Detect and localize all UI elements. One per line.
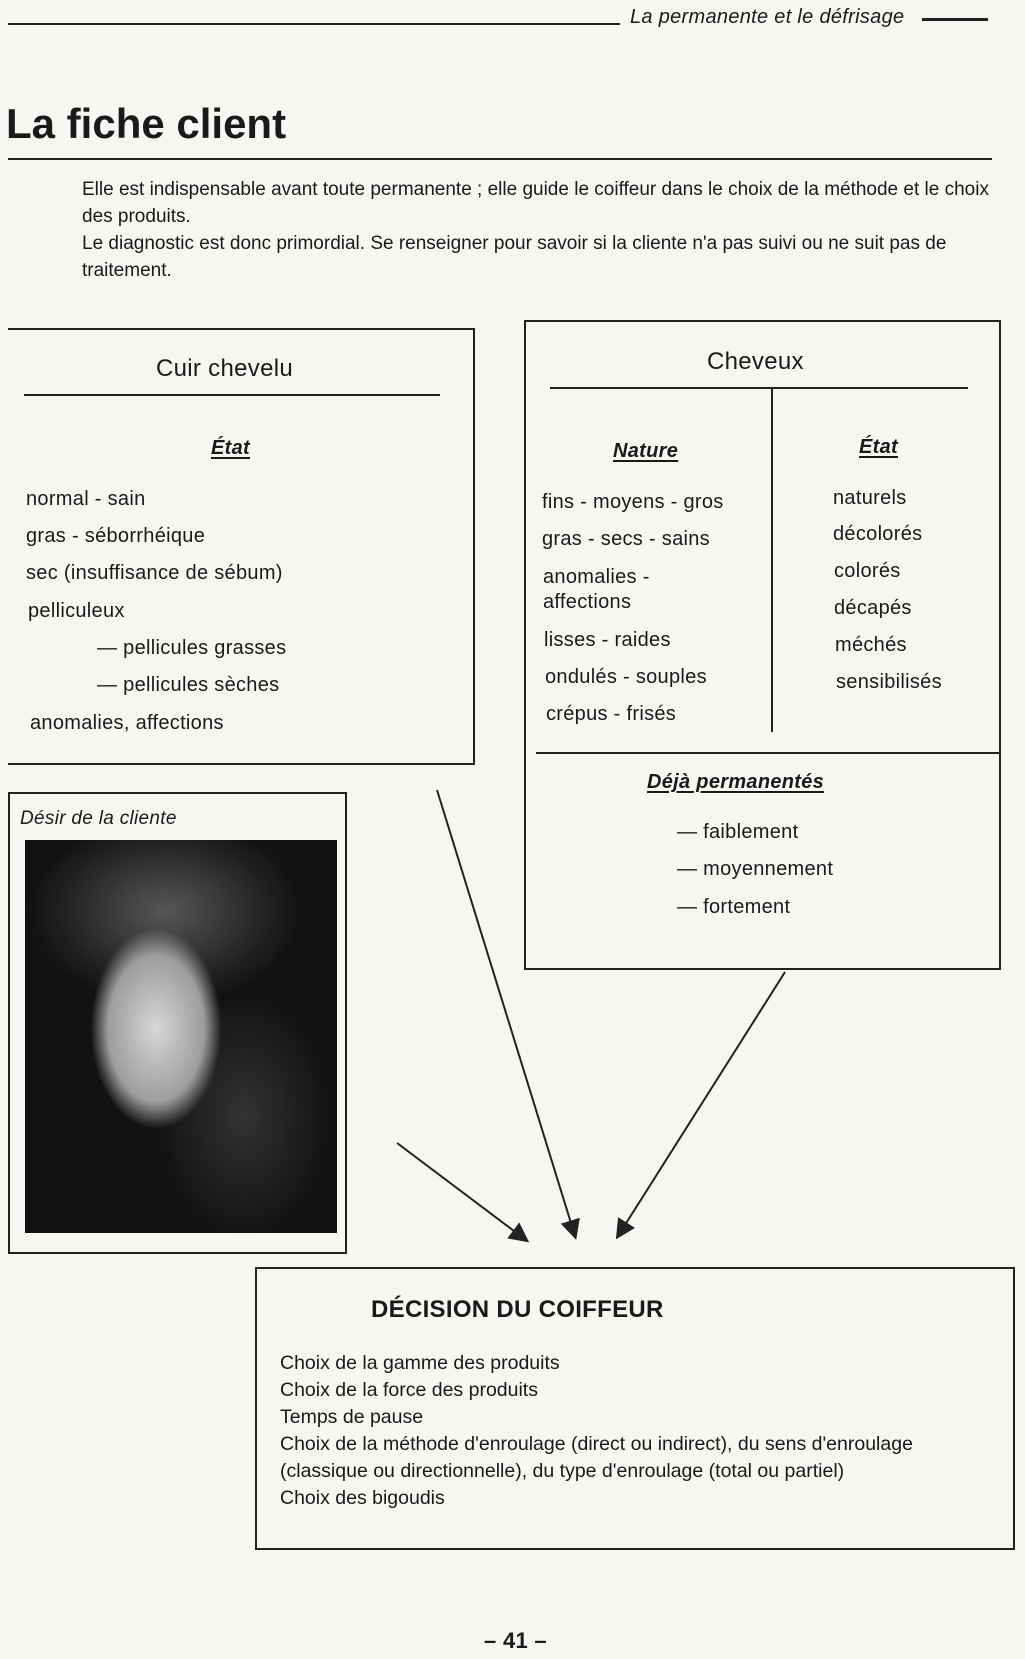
scalp-item: — pellicules grasses — [97, 637, 287, 659]
decision-title: DÉCISION DU COIFFEUR — [371, 1296, 664, 1323]
scalp-item: — pellicules sèches — [97, 674, 280, 696]
page-number: – 41 – — [484, 1628, 547, 1653]
hair-title: Cheveux — [707, 348, 804, 375]
hair-nature-item: crépus - frisés — [546, 703, 677, 725]
hair-permed-item: — faiblement — [677, 821, 799, 843]
scalp-state-heading: État — [211, 437, 250, 459]
arrow-from-scalp — [437, 790, 575, 1236]
hair-state-heading: État — [859, 436, 898, 458]
hair-permed-item: — fortement — [677, 896, 791, 918]
hair-nature-item: ondulés - souples — [545, 666, 707, 688]
client-wish-label: Désir de la cliente — [20, 808, 177, 829]
scalp-item: normal - sain — [26, 488, 146, 510]
hair-permed-heading: Déjà permanentés — [647, 771, 825, 793]
running-title: La permanente et le défrisage — [630, 6, 905, 28]
decision-line: Temps de pause — [280, 1406, 424, 1428]
scalp-title: Cuir chevelu — [156, 355, 293, 382]
scalp-item: pelliculeux — [28, 600, 125, 622]
hair-state-item: décapés — [834, 597, 912, 619]
intro-paragraph-1: Elle est indispensable avant toute permanente ; elle guide le coiffeur dans le choix de la méthode et le choix des produits. — [82, 179, 989, 227]
hair-state-item: sensibilisés — [836, 671, 942, 693]
arrow-from-client-wish — [397, 1143, 526, 1240]
hair-state-item: naturels — [833, 487, 907, 509]
hair-permed-item: — moyennement — [677, 858, 834, 880]
decision-line: Choix de la gamme des produits — [280, 1352, 560, 1374]
hair-nature-item: affections — [543, 591, 632, 613]
scalp-item: anomalies, affections — [30, 712, 224, 734]
hair-state-item: méchés — [835, 634, 907, 656]
hair-state-item: décolorés — [833, 523, 923, 545]
decision-line: Choix de la force des produits — [280, 1379, 538, 1401]
hair-nature-heading: Nature — [613, 440, 679, 462]
decision-lines — [280, 1350, 996, 1512]
decision-line: Choix des bigoudis — [280, 1487, 445, 1509]
hair-state-item: colorés — [834, 560, 901, 582]
arrow-from-hair — [618, 972, 785, 1236]
scalp-item: sec (insuffisance de sébum) — [26, 562, 283, 584]
hair-nature-item: gras - secs - sains — [542, 528, 710, 550]
hair-nature-item: fins - moyens - gros — [542, 491, 724, 513]
intro-paragraph-2: Le diagnostic est donc primordial. Se renseigner pour savoir si la cliente n'a pas suivi ou ne suit pas de traitement. — [82, 233, 947, 281]
hair-nature-item: lisses - raides — [544, 629, 671, 651]
decision-line: Choix de la méthode d'enroulage (direct ou indirect), du sens d'enroulage (classique ou directionnelle), du type d'enroulage (total ou partiel) — [280, 1433, 913, 1482]
hair-nature-item: anomalies - — [543, 566, 650, 588]
scalp-item: gras - séborrhéique — [26, 525, 206, 547]
page-title: La fiche client — [6, 100, 287, 147]
